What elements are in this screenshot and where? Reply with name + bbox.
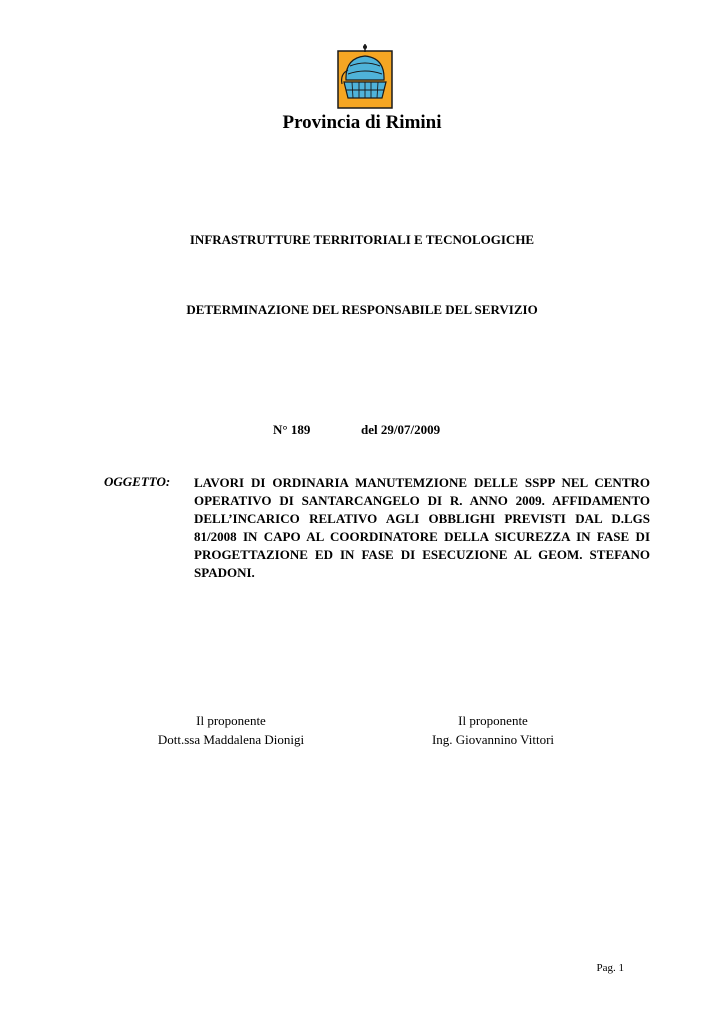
subject-label: OGGETTO: [104, 474, 171, 489]
signer-role: Il proponente [196, 713, 266, 728]
determination-date: del 29/07/2009 [361, 422, 441, 437]
signer-name: Dott.ssa Maddalena Dionigi [157, 732, 305, 747]
subject-text: LAVORI DI ORDINARIA MANUTEMZIONE DELLE SSPP NEL CENTRO OPERATIVO DI SANTARCANGELO DI R. ANNO 2009. AFFIDAMENTO DELL’INCARICO RELATIVO AGLI OBBLIGHI PREVISTI DAL D.LGS 81/2008 IN CAPO AL COORDINATORE DELLA SICUREZZA IN FASE DI PROGETTAZIONE ED IN FASE DI ESECUZIONE AL GEOM. STEFANO SPADONI. [194, 475, 650, 580]
signer-name: Ing. Giovannino Vittori [431, 732, 555, 747]
determination-number: N° 189 [273, 422, 311, 437]
page-number: Pag. 1 [596, 962, 624, 974]
province-crest-icon [336, 44, 394, 110]
signer-block-right [373, 711, 613, 749]
signer-role: Il proponente [458, 713, 528, 728]
document-type-heading: DETERMINAZIONE DEL RESPONSABILE DEL SERVIZIO [186, 302, 538, 317]
department-heading: INFRASTRUTTURE TERRITORIALI E TECNOLOGICHE [189, 232, 535, 247]
organization-name: Provincia di Rimini [282, 112, 442, 133]
signer-block-left [111, 711, 351, 749]
